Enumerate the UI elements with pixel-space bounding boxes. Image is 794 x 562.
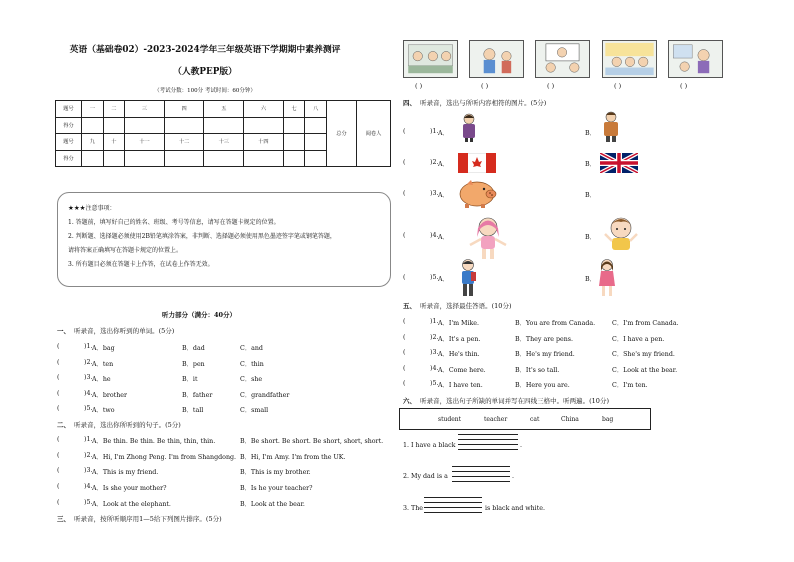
answer-paren[interactable]: ( (403, 349, 406, 356)
word-bank-item: cat (530, 416, 540, 423)
option-c[interactable]: C．I have a pen. (612, 336, 665, 343)
option-b[interactable]: B． (585, 130, 596, 137)
four-line-grid[interactable] (424, 497, 482, 517)
exam-meta: （考试分数：100分 考试时间：60分钟） (154, 88, 256, 94)
section-number: 一、 (57, 327, 70, 335)
option-a[interactable]: A． (438, 276, 449, 283)
four-line-grid[interactable] (458, 434, 518, 454)
option-c[interactable]: C．I'm from Canada. (612, 320, 679, 327)
score-cell[interactable] (82, 150, 104, 167)
score-cell[interactable] (125, 117, 165, 134)
question-number: )4. (84, 483, 93, 490)
option-b[interactable]: B． (585, 192, 596, 199)
girl-student-icon (597, 258, 617, 298)
option-b[interactable]: B． (585, 234, 596, 241)
score-cell[interactable] (103, 150, 125, 167)
option-a[interactable]: A．two (92, 407, 115, 414)
fill-sentence-1: 1. I have a black (403, 442, 456, 449)
option-a[interactable]: A．I have ten. (438, 382, 483, 389)
option-a[interactable]: A．I'm Mike. (438, 320, 480, 327)
option-a[interactable]: A．He's thin. (438, 351, 480, 358)
score-cell[interactable] (305, 117, 327, 134)
option-b[interactable]: B．pen (182, 361, 205, 368)
section-instructions: 听录音，选择最佳答语。(10分) (420, 302, 512, 310)
scene-picture (602, 40, 657, 78)
option-a[interactable]: A．Look at the elephant. (92, 501, 171, 508)
score-header-cell: 五 (204, 101, 244, 118)
sentence-suffix: . (512, 473, 515, 480)
section-number: 四、 (403, 99, 416, 107)
boy-student-icon (458, 258, 478, 298)
option-c[interactable]: C．I'm ten. (612, 382, 648, 389)
option-b[interactable]: B．Hi, I'm Amy. I'm from the UK. (240, 454, 346, 461)
picture-answer-slot[interactable]: ( ) (680, 82, 688, 90)
notice-item: 请将答案正确填写在答题卡规定的位置上。 (68, 247, 183, 254)
score-header-cell: 题号 (56, 134, 82, 151)
question-number: )4. (84, 390, 93, 397)
picture-answer-slot[interactable]: ( ) (415, 82, 423, 90)
score-header-cell: 十四 (244, 134, 284, 151)
answer-paren[interactable]: ( (57, 436, 60, 443)
answer-paren[interactable]: ( (57, 343, 60, 350)
answer-paren[interactable]: ( (57, 390, 60, 397)
girl-icon (466, 215, 510, 261)
option-b[interactable]: B．tall (182, 407, 204, 414)
score-header-cell: 十 (103, 134, 125, 151)
option-b[interactable]: B．Look at the bear. (240, 501, 305, 508)
score-header-cell: 三 (125, 101, 165, 118)
score-cell[interactable] (244, 117, 284, 134)
score-cell[interactable] (125, 150, 165, 167)
option-a[interactable]: A．ten (92, 361, 114, 368)
option-a[interactable]: A．Come here. (438, 367, 486, 374)
uk-flag-icon (600, 153, 638, 173)
score-cell[interactable] (204, 117, 244, 134)
answer-paren[interactable]: ( (57, 483, 60, 490)
score-row-label: 得分 (56, 117, 82, 134)
exam-title: 英语（基础卷02）-2023-2024学年三年级英语下学期期中素养测评 (69, 45, 341, 55)
score-header-cell: 一 (82, 101, 104, 118)
score-table (55, 100, 391, 167)
option-b[interactable]: B．This is my brother. (240, 469, 311, 476)
answer-paren[interactable]: ( (403, 128, 406, 135)
option-b[interactable]: B．You are from Canada. (515, 320, 596, 327)
score-cell[interactable] (164, 117, 204, 134)
word-bank-item: bag (602, 416, 614, 423)
option-c[interactable]: C．thin (240, 361, 264, 368)
option-c[interactable]: C．and (240, 345, 263, 352)
question-number: )5. (430, 274, 439, 281)
word-bank-item: student (438, 416, 462, 423)
section-instructions: 听录音，选出你听到的单词。(5分) (74, 327, 175, 335)
option-b[interactable]: B． (585, 161, 596, 168)
question-number: )4. (430, 232, 439, 239)
option-a[interactable]: A． (438, 192, 449, 199)
answer-paren[interactable]: ( (57, 374, 60, 381)
answer-paren[interactable]: ( (403, 334, 406, 341)
question-number: )5. (430, 380, 439, 387)
answer-paren[interactable]: ( (403, 380, 406, 387)
score-header-cell: 十三 (204, 134, 244, 151)
question-number: )2. (430, 334, 439, 341)
answer-paren[interactable]: ( (403, 318, 406, 325)
option-b[interactable]: B．Is he your teacher? (240, 485, 313, 492)
option-a[interactable]: A．he (92, 376, 111, 383)
word-bank-item: teacher (484, 416, 508, 423)
option-b[interactable]: B． (585, 276, 596, 283)
question-number: )3. (84, 374, 93, 381)
answer-paren[interactable]: ( (403, 365, 406, 372)
score-cell[interactable] (164, 150, 204, 167)
score-cell[interactable] (204, 150, 244, 167)
scene-picture (535, 40, 590, 78)
score-header-cell: 四 (164, 101, 204, 118)
section-number: 三、 (57, 515, 70, 523)
answer-paren[interactable]: ( (403, 232, 406, 239)
notice-heading: 注意事项： (85, 205, 116, 212)
sentence-suffix: . (520, 442, 523, 449)
score-cell[interactable] (244, 150, 284, 167)
question-number: )3. (430, 349, 439, 356)
answer-paren[interactable]: ( (57, 499, 60, 506)
score-header-cell: 题号 (56, 101, 82, 118)
exam-subtitle: （人教PEP版） (173, 67, 237, 77)
answer-paren[interactable]: ( (403, 274, 406, 281)
score-header-cell: 十二 (164, 134, 204, 151)
option-b[interactable]: B．Be short. Be short. Be short, short, short. (240, 438, 384, 445)
section-instructions: 听录音，选出句子所缺的单词并写在四线三格中。听两遍。(10分) (420, 397, 609, 405)
question-number: )2. (430, 159, 439, 166)
score-header-cell: 七 (283, 101, 305, 118)
option-b[interactable]: B．dad (182, 345, 205, 352)
answer-paren[interactable]: ( (403, 159, 406, 166)
pig-icon (457, 177, 499, 209)
section-number: 五、 (403, 302, 416, 310)
question-number: )2. (84, 452, 93, 459)
option-a[interactable]: A．bag (92, 345, 115, 352)
fill-sentence-2: 2. My dad is a (403, 473, 448, 480)
four-line-grid[interactable] (452, 466, 510, 486)
option-b[interactable]: B．it (182, 376, 198, 383)
score-cell (283, 150, 305, 167)
reviewer-cell: 阅卷人 (357, 101, 391, 167)
option-b[interactable]: B．father (182, 392, 213, 399)
answer-paren[interactable]: ( (57, 467, 60, 474)
picture-answer-slot[interactable]: ( ) (481, 82, 489, 90)
option-c[interactable]: C．she (240, 376, 263, 383)
option-a[interactable]: A． (438, 234, 449, 241)
section-instructions: 听录音，选出与所听内容相符的图片。(5分) (420, 99, 547, 107)
sentence-suffix: is black and white. (485, 505, 545, 512)
score-header-cell: 十一 (125, 134, 165, 151)
score-header-cell: 六 (244, 101, 284, 118)
question-number: )3. (84, 467, 93, 474)
section-instructions: 听录音，按所听顺序用1—5给下列图片排序。(5分) (74, 515, 222, 523)
option-c[interactable]: C．Look at the bear. (612, 367, 678, 374)
scene-picture (668, 40, 723, 78)
score-header-cell: 九 (82, 134, 104, 151)
fill-sentence-3: 3. The (403, 505, 423, 512)
option-b[interactable]: B．They are pens. (515, 336, 574, 343)
question-number: )3. (430, 190, 439, 197)
option-b[interactable]: B．He's my friend. (515, 351, 575, 358)
question-number: )4. (430, 365, 439, 372)
option-b[interactable]: B．Here you are. (515, 382, 570, 389)
answer-paren[interactable]: ( (57, 452, 60, 459)
scene-picture (469, 40, 524, 78)
score-header-cell: 二 (103, 101, 125, 118)
score-row-label: 得分 (56, 150, 82, 167)
answer-paren[interactable]: ( (57, 405, 60, 412)
option-a[interactable]: A．Hi, I'm Zhong Peng. I'm from Shangdong. (92, 454, 237, 461)
word-bank-item: China (561, 416, 579, 423)
option-c[interactable]: C．She's my friend. (612, 351, 675, 358)
woman-icon (458, 112, 480, 142)
listening-heading: 听力部分（满分：40分） (162, 311, 237, 319)
question-number: )1. (84, 343, 93, 350)
canada-flag-icon (458, 153, 496, 173)
score-header-cell: 八 (305, 101, 327, 118)
score-cell (305, 134, 327, 151)
option-a[interactable]: A．It's a pen. (438, 336, 481, 343)
word-bank (399, 408, 651, 430)
notice-item: 3. 所有题目必须在答题卡上作答，在试卷上作答无效。 (68, 261, 214, 268)
option-a[interactable]: A．This is my friend. (92, 469, 159, 476)
answer-paren[interactable]: ( (403, 190, 406, 197)
option-a[interactable]: A．Is she your mother? (92, 485, 167, 492)
score-cell[interactable] (82, 117, 104, 134)
notice-item: 1. 答题前，填写好自己的姓名、班级、考号等信息，请写在答题卡规定的位置。 (68, 219, 280, 226)
notice-box (57, 192, 391, 287)
score-cell (283, 134, 305, 151)
question-number: )1. (430, 128, 439, 135)
section-number: 二、 (57, 421, 70, 429)
question-number: )5. (84, 499, 93, 506)
notice-item: 2. 判断题、选择题必须使用2B铅笔填涂答案，非判断、选择题必须使用黑色墨迹签字笔或钢笔答题， (68, 233, 336, 240)
question-number: )2. (84, 359, 93, 366)
option-a[interactable]: A． (438, 130, 449, 137)
boy-icon (601, 214, 641, 260)
man-icon (600, 110, 622, 142)
option-c[interactable]: C．small (240, 407, 269, 414)
option-c[interactable]: C．grandfather (240, 392, 290, 399)
score-cell[interactable] (283, 117, 305, 134)
score-cell (305, 150, 327, 167)
section-instructions: 听录音，选出你所听到的句子。(5分) (74, 421, 181, 429)
section-number: 六、 (403, 397, 416, 405)
picture-answer-slot[interactable]: ( ) (614, 82, 622, 90)
stars-icon: ★★★ (68, 204, 86, 212)
question-number: )1. (84, 436, 93, 443)
answer-paren[interactable]: ( (57, 359, 60, 366)
picture-answer-slot[interactable]: ( ) (547, 82, 555, 90)
option-a[interactable]: A．Be thin. Be thin. Be thin, thin, thin. (92, 438, 216, 445)
option-b[interactable]: B．It's so tall. (515, 367, 560, 374)
question-number: )1. (430, 318, 439, 325)
question-number: )5. (84, 405, 93, 412)
total-score-cell: 总分 (327, 101, 357, 167)
score-cell[interactable] (103, 117, 125, 134)
option-a[interactable]: A． (438, 161, 449, 168)
option-a[interactable]: A．brother (92, 392, 127, 399)
scene-picture (403, 40, 458, 78)
